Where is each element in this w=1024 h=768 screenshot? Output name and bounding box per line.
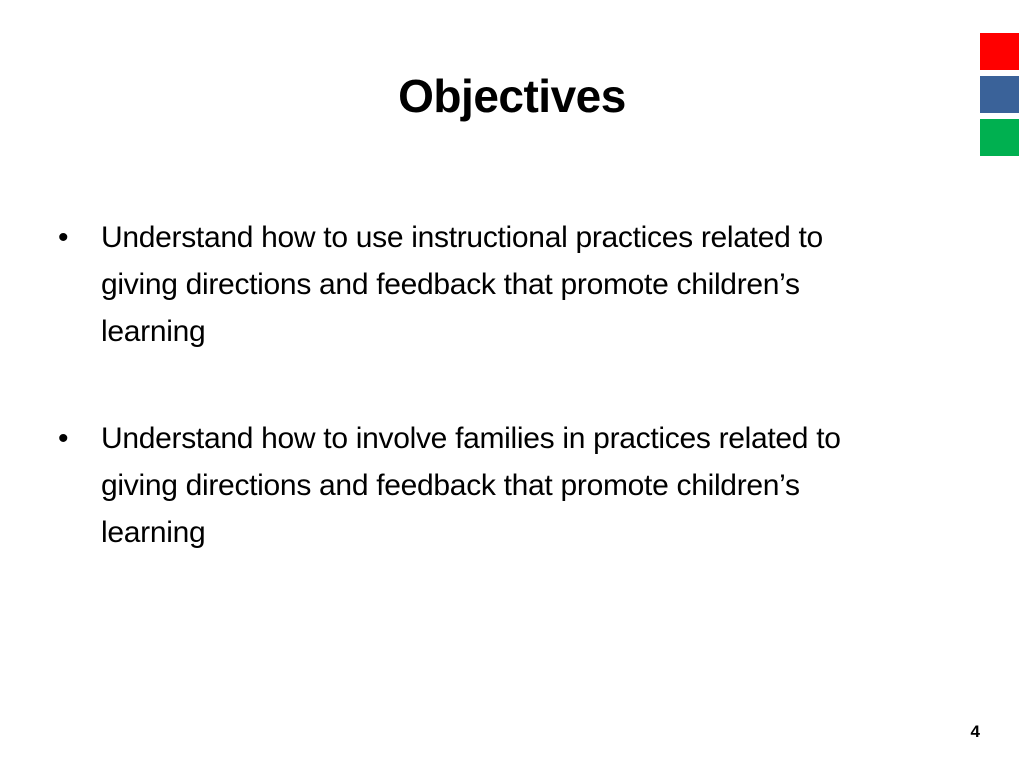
page-number: 4 [970, 722, 980, 741]
slide-title: Objectives [398, 70, 626, 122]
bullet-icon: • [58, 422, 69, 455]
list-item-text: Understand how to use instructional practices related to giving directions and feedback that promote children’s learning [101, 221, 823, 348]
green-square [980, 119, 1019, 156]
blue-square [980, 76, 1019, 113]
bullet-icon: • [58, 221, 69, 254]
list-item [58, 214, 898, 355]
list-item-text: Understand how to involve families in practices related to giving directions and feedback that promote children’s learning [101, 422, 841, 549]
objectives-list [58, 214, 898, 616]
red-square [980, 33, 1019, 70]
list-item [58, 415, 898, 556]
color-squares-decoration [980, 33, 1019, 162]
